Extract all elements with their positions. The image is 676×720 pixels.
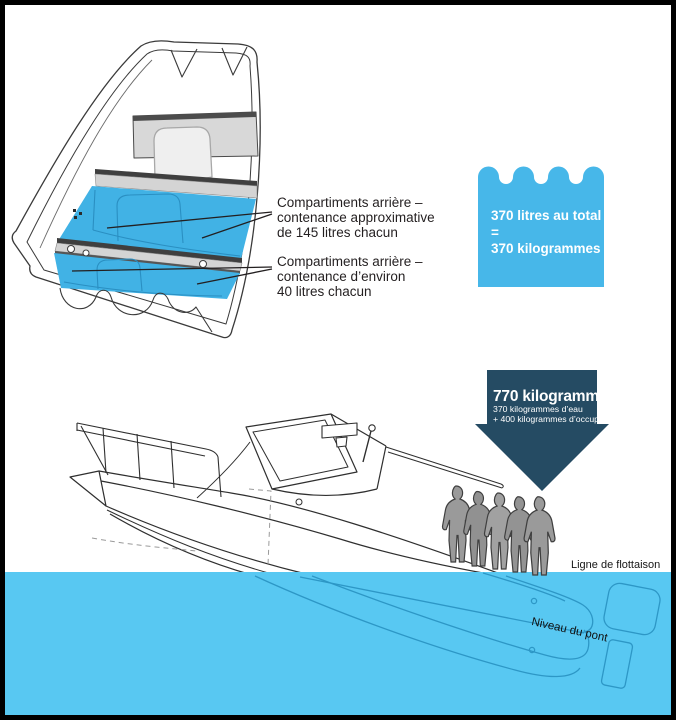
cabin-rear-edge bbox=[377, 446, 386, 489]
equals-sign: = bbox=[491, 224, 499, 240]
antenna bbox=[363, 425, 375, 462]
label-line: contenance approximative bbox=[277, 210, 435, 225]
waterline-label: Ligne de flottaison bbox=[571, 559, 661, 571]
port-light bbox=[296, 499, 302, 505]
arrow-title: 770 kilogrammes bbox=[493, 388, 616, 405]
label-line: Compartiments arrière – bbox=[277, 254, 423, 269]
arrow-detail: 370 kilogrammes d’eau bbox=[493, 404, 583, 414]
hidden-structure-dashed bbox=[92, 489, 271, 565]
label-line: Compartiments arrière – bbox=[277, 195, 423, 210]
water-volume-box-text bbox=[491, 208, 601, 258]
deck-cabin-line bbox=[197, 442, 250, 498]
console-seat bbox=[154, 127, 212, 181]
label-line: contenance d’environ bbox=[277, 269, 406, 284]
people-silhouettes bbox=[443, 486, 555, 575]
chine-line bbox=[106, 506, 310, 575]
bow-platform bbox=[70, 471, 106, 506]
chine-line-2 bbox=[107, 510, 272, 574]
weight-arrow-text bbox=[493, 388, 616, 424]
cabin bbox=[246, 414, 386, 505]
label-small-compartments bbox=[277, 254, 423, 299]
cabin-base bbox=[272, 489, 377, 495]
top-boat-illustration bbox=[12, 41, 260, 338]
person-silhouette bbox=[524, 497, 555, 575]
deck-level-label: Niveau du pont bbox=[530, 616, 609, 645]
cruiser-boat-illustration bbox=[70, 414, 506, 576]
arrow-detail: + 400 kilogrammes d’occupants bbox=[493, 413, 616, 424]
label-line: 40 litres chacun bbox=[277, 284, 372, 299]
water-surface bbox=[0, 572, 676, 720]
volume-total: 370 litres au total bbox=[491, 208, 602, 223]
label-line: de 145 litres chacun bbox=[277, 225, 398, 240]
label-large-compartments bbox=[277, 195, 435, 240]
aft-rail bbox=[386, 447, 503, 488]
weight-total: 370 kilogrammes bbox=[491, 241, 601, 256]
